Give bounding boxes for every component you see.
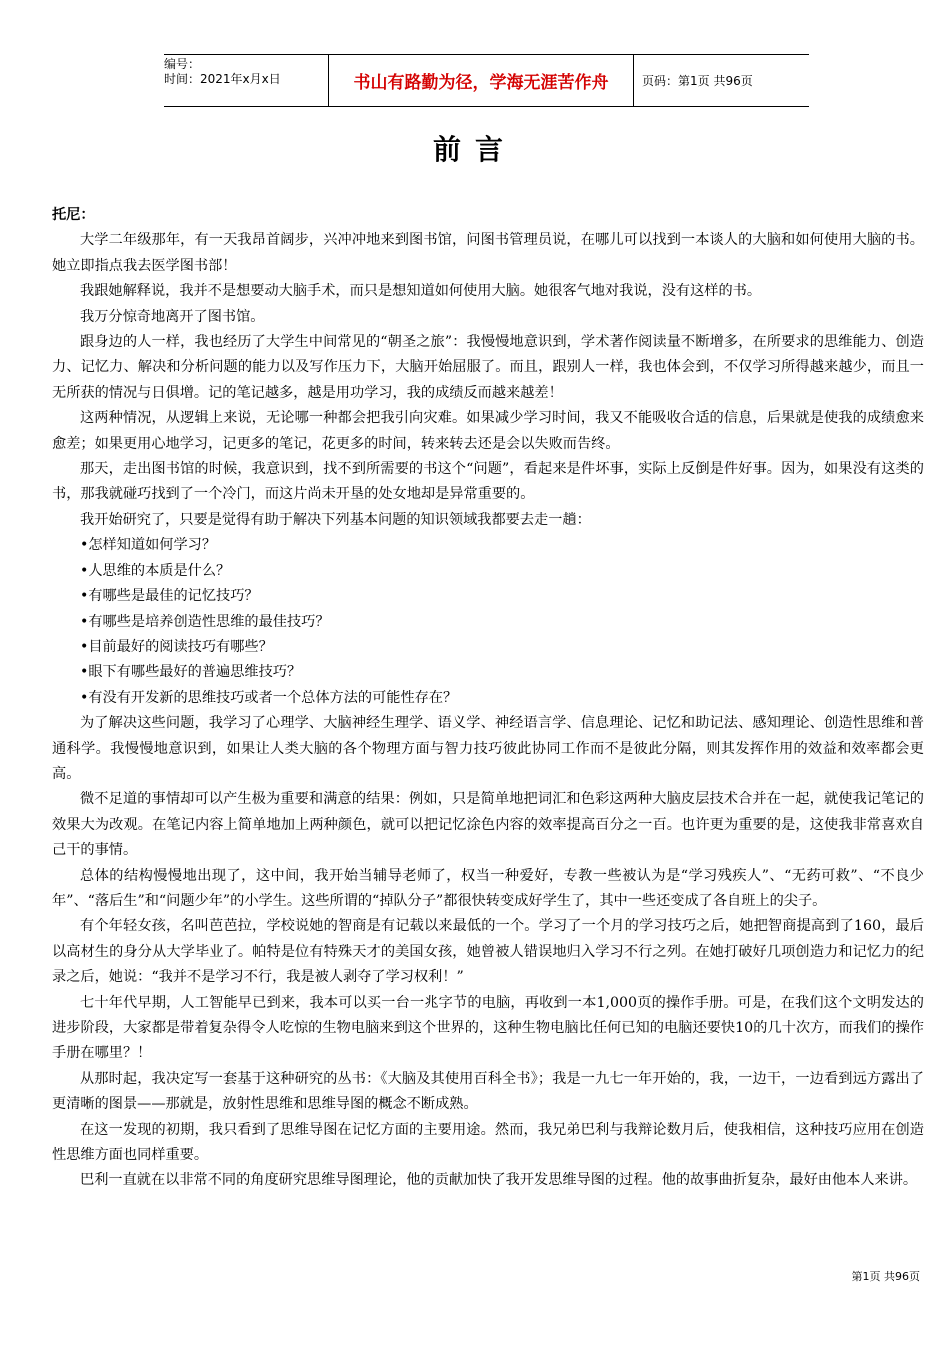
paragraph: 微不足道的事情却可以产生极为重要和满意的结果：例如，只是简单地把词汇和色彩这两种大脑皮层技术合并在一起，就使我记笔记的效果大为改观。在笔记内容上简单地加上两种颜色，就可以把记忆涂色内容的效率提高百分之一百。也许更为重要的是，这使我非常喜欢自己干的事情。	[52, 791, 924, 859]
document-header	[164, 54, 809, 107]
paragraph: 为了解决这些问题，我学习了心理学、大脑神经生理学、语义学、神经语言学、信息理论、记忆和助记法、感知理论、创造性思维和普通科学。我慢慢地意识到，如果让人类大脑的各个物理方面与智力技巧彼此协同工作而不是彼此分隔，则其发挥作用的效益和效率都会更高。	[52, 715, 924, 782]
time-label: 时间：2021年x月x日	[164, 72, 281, 86]
speaker-label: 托尼：	[52, 207, 95, 223]
page-footer: 第1页 共96页	[851, 1270, 920, 1283]
paragraph: 从那时起，我决定写一套基于这种研究的丛书：《大脑及其使用百科全书》；我是一九七一年开始的，我，一边干，一边看到远方露出了更清晰的图景——那就是，放射性思维和思维导图的概念不断成熟。	[52, 1070, 924, 1113]
header-page-info: 页码：第1页 共96页	[642, 74, 753, 88]
paragraph: 总体的结构慢慢地出现了，这中间，我开始当辅导老师了，权当一种爱好，专教一些被认为是“学习残疾人”、“无药可救”、“不良少年”、“落后生”和“问题少年”的小学生。这些所谓的“掉队分子”都很快转变成好学生了，其中一些还变成了各自班上的尖子。	[52, 867, 924, 909]
header-meta	[164, 55, 329, 106]
paragraph: 我万分惊奇地离开了图书馆。	[80, 308, 265, 325]
paragraph: 我开始研究了，只要是觉得有助于解决下列基本问题的知识领域我都要去走一趟：	[80, 511, 591, 528]
paragraph: 跟身边的人一样，我也经历了大学生中间常见的“朝圣之旅”：我慢慢地意识到，学术著作阅读量不断增多，在所要求的思维能力、创造力、记忆力、解决和分析问题的能力以及写作压力下，大脑开始屈服了。而且，跟别人一样，我也体会到，不仅学习所得越来越少，而且一无所获的情况与日俱增。记的笔记越多，越是用功学习，我的成绩反而越来越差！	[52, 334, 924, 401]
list-item: •怎样知道如何学习？	[80, 537, 217, 554]
paragraph: 有个年轻女孩，名叫芭芭拉，学校说她的智商是有记载以来最低的一个。学习了一个月的学习技巧之后，她把智商提高到了160，最后以高材生的身分从大学毕业了。帕特是位有特殊天才的美国女孩，她曾被人错误地归入学习不行之列。在她打破好几项创造力和记忆力的纪录之后，她说：“我并不是学习不行，我是被人剥夺了学习权利！”	[52, 918, 924, 986]
paragraph: 我跟她解释说，我并不是想要动大脑手术，而只是想知道如何使用大脑。她很客气地对我说，没有这样的书。	[80, 283, 762, 300]
list-item: •有哪些是培养创造性思维的最佳技巧？	[80, 613, 330, 630]
list-item: •眼下有哪些最好的普遍思维技巧？	[80, 664, 302, 681]
list-item: •人思维的本质是什么？	[80, 562, 231, 579]
list-item: •目前最好的阅读技巧有哪些？	[80, 638, 273, 655]
list-item: •有没有开发新的思维技巧或者一个总体方法的可能性存在？	[80, 689, 458, 706]
paragraph: 在这一发现的初期，我只看到了思维导图在记忆方面的主要用途。然而，我兄弟巴利与我辩论数月后，使我相信，这种技巧应用在创造性思维方面也同样重要。	[52, 1121, 924, 1164]
page-title: 前言	[432, 133, 517, 166]
body-text	[52, 203, 924, 1194]
paragraph: 七十年代早期，人工智能早已到来，我本可以买一台一兆字节的电脑，再收到一本1,000页的操作手册。可是，在我们这个文明发达的进步阶段，大家都是带着复杂得令人吃惊的生物电脑来到这个世界的，这种生物电脑比任何已知的电脑还要快10的几十次方，而我们的操作手册在哪里？！	[52, 994, 924, 1062]
paragraph: 巴利一直就在以非常不同的角度研究思维导图理论，他的贡献加快了我开发思维导图的过程。他的故事曲折复杂，最好由他本人来讲。	[80, 1172, 918, 1189]
number-label: 编号：	[164, 57, 201, 71]
paragraph: 这两种情况，从逻辑上来说，无论哪一种都会把我引向灾难。如果减少学习时间，我又不能吸收合适的信息，后果就是使我的成绩愈来愈差；如果更用心地学习，记更多的笔记，花更多的时间，转来转去还是会以失败而告终。	[52, 410, 924, 452]
list-item: •有哪些是最佳的记忆技巧？	[80, 588, 259, 605]
paragraph: 大学二年级那年，有一天我昂首阔步，兴冲冲地来到图书馆，问图书管理员说，在哪儿可以找到一本谈人的大脑和如何使用大脑的书。她立即指点我去医学图书部！	[52, 232, 924, 274]
paragraph: 那天，走出图书馆的时候，我意识到，找不到所需要的书这个“问题”，看起来是件坏事，实际上反倒是件好事。因为，如果没有这类的书，那我就碰巧找到了一个冷门，而这片尚未开垦的处女地却是异常重要的。	[52, 461, 924, 503]
header-motto: 书山有路勤为径，学海无涯苦作舟	[329, 55, 634, 106]
